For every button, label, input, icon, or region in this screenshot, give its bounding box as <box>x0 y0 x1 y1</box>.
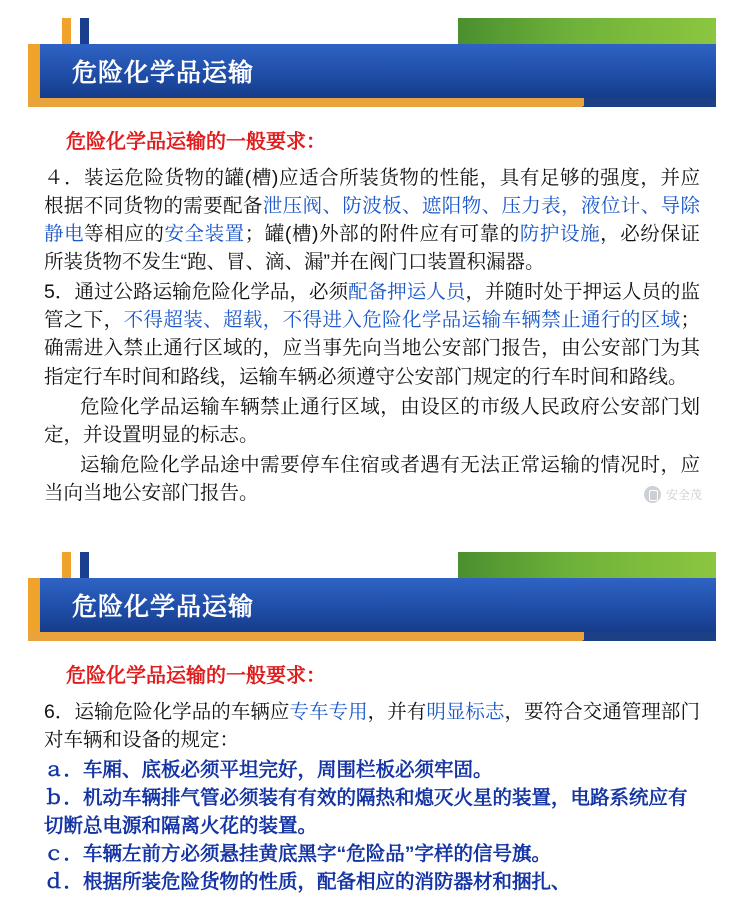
highlighted-phrase: 专车专用 <box>289 701 368 723</box>
slide-1-underbar <box>28 98 716 107</box>
banner-left-accent-bar <box>28 578 40 632</box>
slide-1-body <box>28 107 716 517</box>
slide-1-title: 危险化学品运输 <box>72 59 255 87</box>
slide-2 <box>28 552 716 900</box>
slide-2-subhead: 危险化学品运输的一般要求： <box>66 665 326 687</box>
highlighted-phrase: 明显标志 <box>426 701 505 723</box>
slide-1 <box>28 18 716 536</box>
slide-1-paragraph-6: 危险化学品运输车辆禁止通行区域，由设区的市级人民政府公安部门划定，并设置明显的标志。 <box>44 395 700 446</box>
blue-tick-icon <box>80 552 89 578</box>
highlighted-phrase: 不得超装、超载，不得进入危险化学品运输车辆禁止通行的区域 <box>123 309 681 332</box>
slide-1-subhead: 危险化学品运输的一般要求： <box>66 131 326 153</box>
slide-2-item-c: ｃ．车辆左前方必须悬挂黄底黑字“危险品”字样的信号旗。 <box>44 843 552 866</box>
orange-tick-icon <box>62 18 71 44</box>
slide-1-title-banner <box>28 44 716 98</box>
slide-2-paragraph-6: 6．运输危险化学品的车辆应专车专用，并有明显标志，要符合交通管理部门对车辆和设备的规定： <box>44 701 700 752</box>
slide-1-topbar <box>28 18 716 44</box>
slide-2-topbar <box>28 552 716 578</box>
blue-tick-icon <box>80 18 89 44</box>
slide-2-item-b: ｂ．机动车辆排气管必须装有有效的隔热和熄灭火星的装置，电路系统应有切断总电源和隔离火花的装置。 <box>44 787 688 838</box>
watermark <box>644 486 702 503</box>
underbar-dark-segment <box>584 98 716 107</box>
slide-2-title: 危险化学品运输 <box>72 593 255 621</box>
underbar-dark-segment <box>584 632 716 641</box>
slide-divider <box>0 540 744 552</box>
slide-1-paragraph-7: 运输危险化学品途中需要停车住宿或者遇有无法正常运输的情况时，应当向当地公安部门报告。 <box>44 453 700 504</box>
slide-2-body <box>28 641 716 900</box>
green-gradient-band <box>458 552 716 578</box>
watermark-logo-icon <box>644 486 661 503</box>
slide-2-item-a: ａ．车厢、底板必须平坦完好，周围栏板必须牢固。 <box>44 759 493 782</box>
green-gradient-band <box>458 18 716 44</box>
highlighted-phrase: 安全装置 <box>164 223 245 246</box>
slide-2-item-d: ｄ．根据所装危险货物的性质，配备相应的消防器材和捆扎、 <box>44 871 571 894</box>
watermark-text: 安全茂 <box>665 487 702 502</box>
orange-tick-icon <box>62 552 71 578</box>
highlighted-phrase: 防护设施 <box>519 223 601 246</box>
slide-1-paragraph-5: 5．通过公路运输危险化学品，必须配备押运人员，并随时处于押运人员的监管之下，不得超装、超载，不得进入危险化学品运输车辆禁止通行的区域；确需进入禁止通行区域的，应当事先向当地公安部门报告，由公安部门为其指定行车时间和路线，运输车辆必须遵守公安部门规定的行车时间和路线。 <box>44 281 700 388</box>
slide-2-underbar <box>28 632 716 641</box>
slide-1-paragraph-4: ４．装运危险货物的罐(槽)应适合所装货物的性能，具有足够的强度，并应根据不同货物的需要配备泄压阀、防波板、遮阳物、压力表，液位计、导除静电等相应的安全装置；罐(槽)外部的附件应有可靠的防护设施，必纷保证所装货物不发生“跑、冒、滴、漏”并在阀门口装置积漏器。 <box>44 167 700 274</box>
highlighted-phrase: 泄压阀、防波板、遮阳物、压力表，液位计、导除静电 <box>44 195 700 246</box>
banner-left-accent-bar <box>28 44 40 98</box>
highlighted-phrase: 配备押运人员 <box>348 281 466 304</box>
slide-2-title-banner <box>28 578 716 632</box>
